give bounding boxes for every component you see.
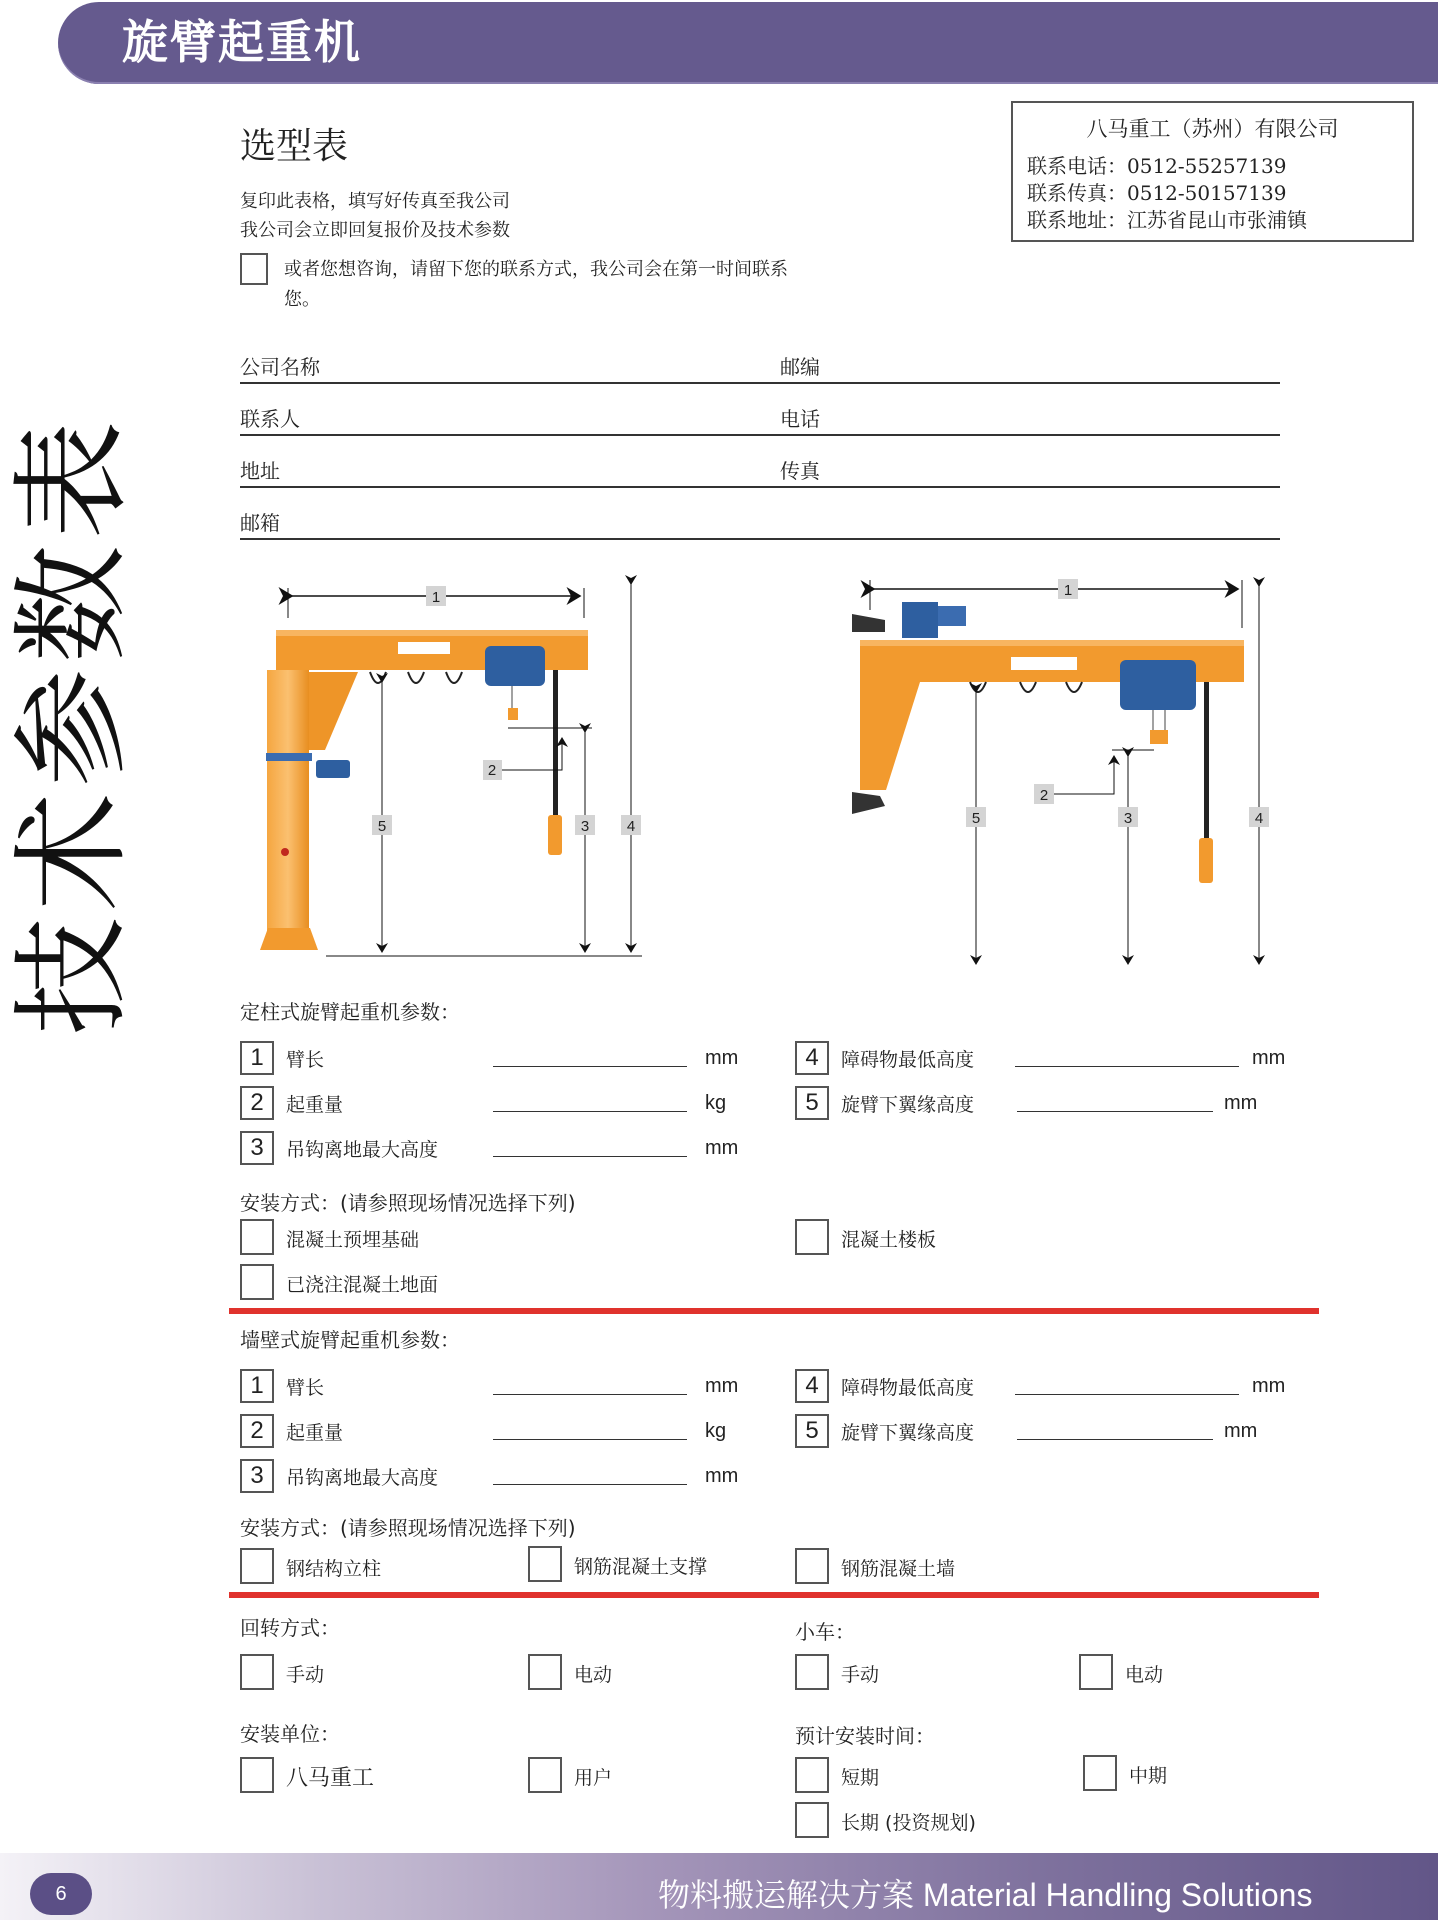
trolley-electric-option[interactable]	[1079, 1654, 1279, 1690]
fax-field[interactable]	[780, 444, 1280, 488]
svg-text:3: 3	[580, 818, 590, 835]
schedule-long-option[interactable]	[795, 1802, 1055, 1838]
option-label: 手动	[841, 1664, 880, 1686]
param-label: 吊钩离地最大高度	[286, 1139, 439, 1161]
pillar-install-title: 安装方式：(请参照现场情况选择下列)	[240, 1191, 576, 1215]
option-label: 电动	[574, 1664, 613, 1686]
param-unit: kg	[705, 1092, 727, 1114]
pillar-install-option-floor-slab[interactable]	[795, 1219, 1095, 1255]
param-unit: mm	[705, 1047, 739, 1069]
svg-text:2: 2	[1039, 787, 1049, 804]
svg-text:5: 5	[971, 810, 981, 827]
wall-param-obstacle-height	[795, 1369, 1295, 1403]
intro-line-1: 复印此表格，填写好传真至我公司	[240, 191, 510, 212]
wall-param-arm-length	[240, 1369, 760, 1403]
field-label: 联系人	[240, 407, 300, 431]
checkbox[interactable]	[795, 1219, 829, 1255]
svg-text:1: 1	[431, 589, 441, 606]
phone-label: 联系电话：	[1027, 154, 1127, 178]
email-field[interactable]	[240, 496, 1280, 540]
param-number: 5	[795, 1086, 829, 1120]
checkbox[interactable]	[795, 1548, 829, 1584]
checkbox[interactable]	[795, 1802, 829, 1838]
company-name: 八马重工（苏州）有限公司	[1086, 117, 1339, 141]
option-label: 钢筋混凝土支撑	[574, 1556, 708, 1578]
option-label: 已浇注混凝土地面	[286, 1274, 439, 1296]
checkbox[interactable]	[240, 1548, 274, 1584]
section-divider	[229, 1592, 1319, 1598]
footer-slogan: 物料搬运解决方案 Material Handling Solutions	[658, 1877, 1313, 1913]
pillar-param-arm-length	[240, 1041, 760, 1075]
checkbox[interactable]	[795, 1757, 829, 1793]
wall-install-option-steel-column[interactable]	[240, 1548, 500, 1584]
param-input-line[interactable]	[1015, 1394, 1239, 1395]
param-label: 旋臂下翼缘高度	[841, 1422, 975, 1444]
option-label: 中期	[1129, 1765, 1168, 1787]
page-title: 旋臂起重机	[122, 15, 362, 69]
svg-text:2: 2	[487, 762, 497, 779]
wall-param-hook-height	[240, 1459, 760, 1493]
wall-param-flange-height	[795, 1414, 1295, 1448]
option-label: 钢筋混凝土墙	[841, 1558, 956, 1580]
wall-param-capacity	[240, 1414, 760, 1448]
param-number: 5	[795, 1414, 829, 1448]
param-number: 4	[795, 1041, 829, 1075]
svg-text:1: 1	[1063, 582, 1073, 599]
pillar-section-title: 定柱式旋臂起重机参数：	[240, 1000, 460, 1024]
param-number: 3	[240, 1131, 274, 1165]
installer-title: 安装单位：	[240, 1722, 340, 1746]
param-input-line[interactable]	[1017, 1111, 1213, 1112]
side-title	[3, 414, 141, 1035]
param-label: 旋臂下翼缘高度	[841, 1094, 975, 1116]
pillar-crane-diagram	[240, 560, 660, 970]
wall-crane-diagram	[830, 560, 1290, 980]
param-label: 臂长	[286, 1049, 325, 1071]
schedule-short-option[interactable]	[795, 1757, 995, 1793]
field-label: 地址	[240, 459, 280, 483]
param-label: 臂长	[286, 1377, 325, 1399]
consult-checkbox[interactable]	[240, 253, 268, 285]
fax-value: 0512-50157139	[1127, 181, 1287, 205]
contact-phone	[1027, 153, 1398, 180]
trolley-manual-option[interactable]	[795, 1654, 995, 1690]
side-title-text: 技术参数表	[3, 414, 141, 1035]
schedule-title: 预计安装时间：	[795, 1724, 935, 1748]
contact-person-field[interactable]	[240, 392, 780, 436]
pillar-param-capacity	[240, 1086, 760, 1120]
param-number: 3	[240, 1459, 274, 1493]
svg-text:5: 5	[377, 818, 387, 835]
option-label: 手动	[286, 1664, 325, 1686]
fax-label: 联系传真：	[1027, 181, 1127, 205]
field-label: 邮箱	[240, 511, 280, 535]
param-input-line[interactable]	[493, 1394, 687, 1395]
param-input-line[interactable]	[493, 1111, 687, 1112]
param-input-line[interactable]	[493, 1484, 687, 1485]
company-name-field[interactable]	[240, 340, 780, 384]
form-title: 选型表	[240, 126, 349, 167]
param-unit: mm	[705, 1375, 739, 1397]
param-unit: kg	[705, 1420, 727, 1442]
field-label: 传真	[780, 459, 820, 483]
param-unit: mm	[1224, 1420, 1258, 1442]
param-input-line[interactable]	[493, 1439, 687, 1440]
checkbox[interactable]	[795, 1654, 829, 1690]
postcode-field[interactable]	[780, 340, 1280, 384]
pillar-param-flange-height	[795, 1086, 1295, 1120]
page-number: 6	[30, 1873, 92, 1915]
address-field[interactable]	[240, 444, 780, 488]
field-label: 电话	[780, 407, 820, 431]
checkbox[interactable]	[240, 1654, 274, 1690]
wall-install-option-concrete-support[interactable]	[528, 1546, 788, 1582]
param-unit: mm	[1224, 1092, 1258, 1114]
option-label: 钢结构立柱	[286, 1558, 382, 1580]
svg-text:3: 3	[1123, 810, 1133, 827]
rotation-manual-option[interactable]	[240, 1654, 440, 1690]
contact-fax	[1027, 180, 1398, 207]
pillar-install-option-embedded[interactable]	[240, 1219, 540, 1255]
param-number: 2	[240, 1414, 274, 1448]
param-unit: mm	[705, 1465, 739, 1487]
schedule-medium-option[interactable]	[1083, 1755, 1283, 1791]
param-label: 障碍物最低高度	[841, 1049, 975, 1071]
param-label: 起重量	[286, 1094, 344, 1116]
param-label: 障碍物最低高度	[841, 1377, 975, 1399]
option-label: 电动	[1125, 1664, 1164, 1686]
param-unit: mm	[1252, 1047, 1286, 1069]
option-label: 混凝土预埋基础	[286, 1229, 420, 1251]
form-intro	[240, 187, 510, 245]
param-unit: mm	[705, 1137, 739, 1159]
param-number: 1	[240, 1041, 274, 1075]
rotation-electric-option[interactable]	[528, 1654, 728, 1690]
address-value: 江苏省昆山市张浦镇	[1127, 208, 1307, 232]
checkbox[interactable]	[240, 1757, 274, 1793]
installer-bama-option[interactable]	[240, 1757, 440, 1793]
param-input-line[interactable]	[1017, 1439, 1213, 1440]
param-input-line[interactable]	[1015, 1066, 1239, 1067]
param-label: 起重量	[286, 1422, 344, 1444]
field-label: 公司名称	[240, 355, 320, 379]
consult-text: 或者您想咨询，请留下您的联系方式，我公司会在第一时间联系您。	[284, 259, 788, 310]
field-label: 邮编	[780, 355, 820, 379]
wall-section-title: 墙壁式旋臂起重机参数：	[240, 1328, 460, 1352]
svg-text:4: 4	[626, 818, 636, 835]
phone-field[interactable]	[780, 392, 1280, 436]
param-number: 1	[240, 1369, 274, 1403]
installer-user-option[interactable]	[528, 1757, 728, 1793]
svg-text:4: 4	[1254, 810, 1264, 827]
pillar-param-obstacle-height	[795, 1041, 1295, 1075]
checkbox[interactable]	[528, 1546, 562, 1582]
trolley-title: 小车：	[795, 1620, 855, 1644]
option-label: 用户	[574, 1767, 613, 1789]
checkbox[interactable]	[240, 1264, 274, 1300]
param-label: 吊钩离地最大高度	[286, 1467, 439, 1489]
checkbox[interactable]	[528, 1654, 562, 1690]
rotation-title: 回转方式：	[240, 1616, 340, 1640]
checkbox[interactable]	[240, 1219, 274, 1255]
checkbox[interactable]	[1079, 1654, 1113, 1690]
param-input-line[interactable]	[493, 1156, 687, 1157]
param-input-line[interactable]	[493, 1066, 687, 1067]
param-unit: mm	[1252, 1375, 1286, 1397]
wall-install-title: 安装方式：(请参照现场情况选择下列)	[240, 1516, 576, 1540]
section-divider	[229, 1308, 1319, 1314]
pillar-install-option-poured-ground[interactable]	[240, 1264, 540, 1300]
wall-install-option-concrete-wall[interactable]	[795, 1548, 1055, 1584]
company-contact-box	[1011, 101, 1414, 242]
address-label: 联系地址：	[1027, 208, 1127, 232]
option-label: 混凝土楼板	[841, 1229, 937, 1251]
param-number: 2	[240, 1086, 274, 1120]
pillar-param-hook-height	[240, 1131, 760, 1165]
phone-value: 0512-55257139	[1127, 154, 1287, 178]
option-label: 长期 (投资规划)	[841, 1812, 976, 1834]
checkbox[interactable]	[528, 1757, 562, 1793]
intro-line-2: 我公司会立即回复报价及技术参数	[240, 220, 510, 241]
checkbox[interactable]	[1083, 1755, 1117, 1791]
contact-address	[1027, 207, 1398, 234]
param-number: 4	[795, 1369, 829, 1403]
option-label: 短期	[841, 1767, 880, 1789]
option-label: 八马重工	[286, 1766, 375, 1791]
